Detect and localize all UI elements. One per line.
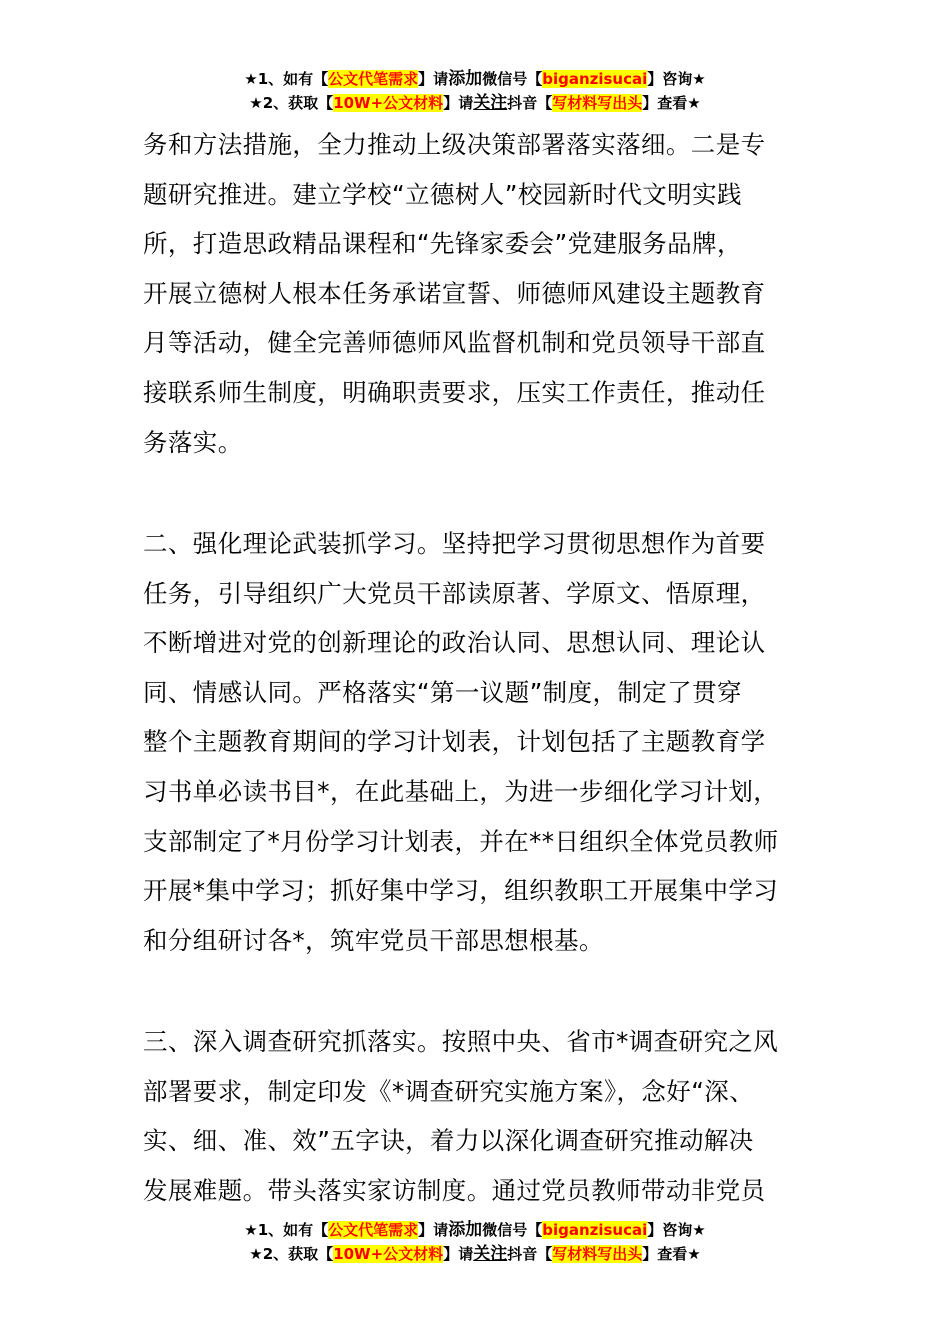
banner-text: 微信号【 — [482, 70, 543, 88]
banner-highlight: 10W+公文材料 — [333, 94, 444, 112]
text-line: 整个主题教育期间的学习计划表，计划包括了主题教育学 — [143, 727, 766, 757]
text-line: 支部制定了*月份学习计划表，并在**日组织全体党员教师 — [143, 826, 779, 856]
banner-text: 】请 — [418, 1221, 449, 1239]
text-line: 实、细、准、效”五字诀，着力以深化调查研究推动解决 — [143, 1126, 754, 1156]
banner-text: 】查看★ — [642, 94, 701, 112]
text-line: 接联系师生制度，明确职责要求，压实工作责任，推动任 — [143, 377, 766, 407]
banner-text: 微信号【 — [482, 1221, 543, 1239]
paragraph-3 — [143, 1017, 809, 1215]
banner-text: 抖音【 — [507, 94, 553, 112]
banner-text: 】查看★ — [642, 1245, 701, 1263]
banner-emphasis: 关注 — [473, 1244, 508, 1264]
banner-emphasis: 添加 — [448, 1220, 483, 1240]
banner-douyin-id: 写材料写出头 — [552, 1245, 643, 1263]
banner-line-2 — [0, 91, 950, 115]
text-line: 同、情感认同。严格落实“第一议题”制度，制定了贯穿 — [143, 677, 742, 707]
banner-line-2 — [0, 1242, 950, 1266]
banner-emphasis: 添加 — [448, 69, 483, 89]
banner-line-1 — [0, 67, 950, 91]
banner-highlight: 公文代笔需求 — [328, 1221, 419, 1239]
text-line: 二、强化理论武装抓学习。坚持把学习贯彻思想作为首要 — [143, 529, 766, 558]
text-line: 发展难题。带头落实家访制度。通过党员教师带动非党员 — [143, 1175, 766, 1205]
text-line: 部署要求，制定印发《*调查研究实施方案》，念好“深、 — [143, 1076, 755, 1106]
banner-douyin-id: 写材料写出头 — [552, 94, 643, 112]
text-line: 习书单必读书目*，在此基础上，为进一步细化学习计划， — [143, 776, 779, 806]
text-line: 三、深入调查研究抓落实。按照中央、省市*调查研究之风 — [143, 1027, 779, 1056]
text-line: 开展立德树人根本任务承诺宣誓、师德师风建设主题教育 — [143, 278, 766, 308]
text-line: 务落实。 — [143, 427, 243, 457]
text-line: 和分组研讨各*，筑牢党员干部思想根基。 — [143, 925, 604, 955]
banner-text: ★1、如有【 — [244, 1221, 329, 1239]
paragraph-2 — [143, 519, 809, 965]
banner-text: ★2、获取【 — [249, 94, 334, 112]
footer-banner — [0, 1218, 950, 1266]
banner-wechat-id: biganzisucai — [542, 70, 648, 88]
banner-text: 】请 — [443, 94, 474, 112]
text-line: 不断增进对党的创新理论的政治认同、思想认同、理论认 — [143, 628, 766, 658]
paragraph-1 — [143, 120, 809, 467]
banner-line-1 — [0, 1218, 950, 1242]
header-banner — [0, 67, 950, 115]
text-line: 务和方法措施，全力推动上级决策部署落实落细。二是专 — [143, 130, 766, 159]
banner-text: 】请 — [443, 1245, 474, 1263]
banner-highlight: 公文代笔需求 — [328, 70, 419, 88]
banner-text: 】咨询★ — [647, 1221, 706, 1239]
banner-text: 】咨询★ — [647, 70, 706, 88]
text-line: 题研究推进。建立学校“立德树人”校园新时代文明实践 — [143, 179, 742, 209]
text-line: 任务，引导组织广大党员干部读原著、学原文、悟原理， — [143, 578, 766, 608]
banner-wechat-id: biganzisucai — [542, 1221, 648, 1239]
banner-text: 抖音【 — [507, 1245, 553, 1263]
banner-emphasis: 关注 — [473, 93, 508, 113]
banner-text: 】请 — [418, 70, 449, 88]
banner-text: ★2、获取【 — [249, 1245, 334, 1263]
banner-highlight: 10W+公文材料 — [333, 1245, 444, 1263]
banner-text: ★1、如有【 — [244, 70, 329, 88]
text-line: 开展*集中学习；抓好集中学习，组织教职工开展集中学习 — [143, 876, 779, 906]
text-line: 月等活动，健全完善师德师风监督机制和党员领导干部直 — [143, 328, 766, 358]
text-line: 所，打造思政精品课程和“先锋家委会”党建服务品牌， — [143, 229, 742, 259]
